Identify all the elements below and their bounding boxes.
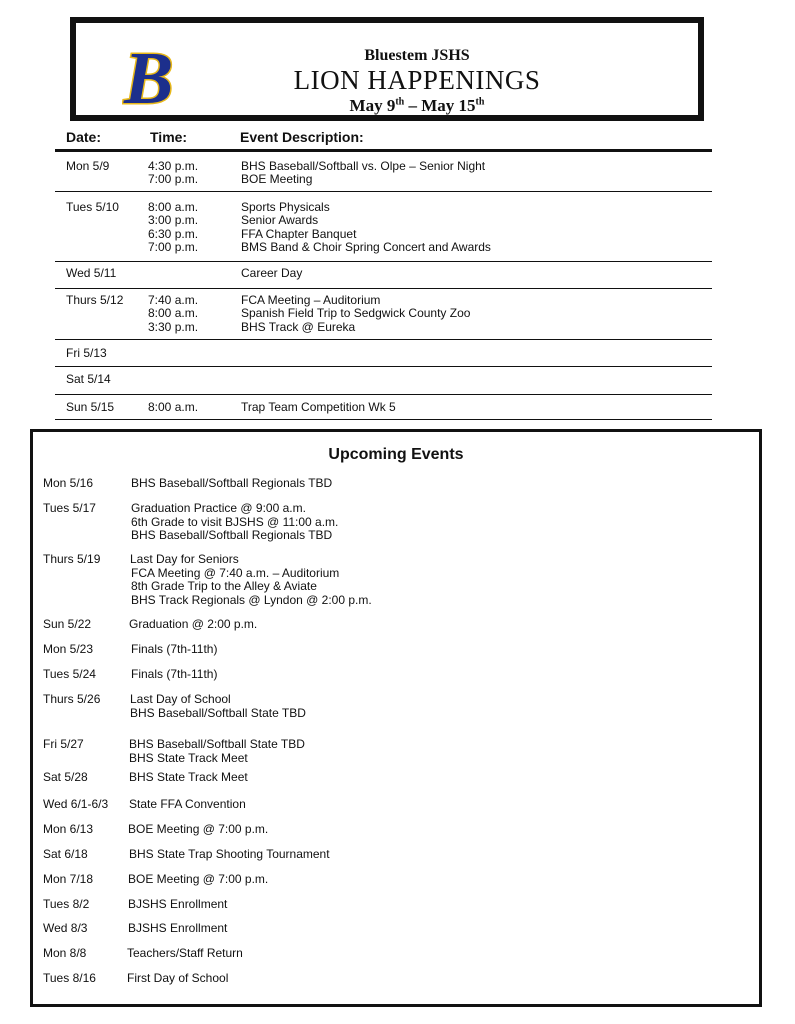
event-description: BOE Meeting [241,172,313,187]
upcoming-event-text: Graduation @ 2:00 p.m. [129,617,258,631]
newsletter-title: LION HAPPENINGS [293,65,541,95]
upcoming-event-text: Graduation Practice @ 9:00 a.m. [131,501,306,515]
upcoming-event-text: BOE Meeting @ 7:00 p.m. [128,822,269,836]
upcoming-event-date: Tues 8/2 [43,897,90,911]
event-description: Career Day [241,266,303,280]
header-box [70,17,704,121]
upcoming-event-date: Tues 5/24 [43,667,96,681]
upcoming-event-text: BOE Meeting @ 7:00 p.m. [128,872,269,886]
upcoming-events-box [30,429,762,1007]
upcoming-event-text: BHS Baseball/Softball State TBD [130,705,306,720]
week-date-range: May 9th – May 15th [349,96,485,115]
upcoming-event-date: Tues 8/16 [43,971,96,985]
column-header-time: Time: [150,129,188,145]
upcoming-event-text: BHS Baseball/Softball State TBD [129,737,305,751]
event-time: 8:00 a.m. [148,400,199,414]
event-time: 7:00 p.m. [148,239,199,254]
upcoming-event-text: FCA Meeting @ 7:40 a.m. – Auditorium [131,565,340,580]
upcoming-event-text: BHS Baseball/Softball Regionals TBD [131,476,333,490]
event-description: BHS Baseball/Softball vs. Olpe – Senior Night [241,159,486,173]
upcoming-event-text: 6th Grade to visit BJSHS @ 11:00 a.m. [131,514,339,529]
upcoming-event-text: BHS Baseball/Softball Regionals TBD [131,528,333,542]
school-name: Bluestem JSHS [364,47,470,64]
upcoming-event-date: Wed 8/3 [43,921,88,935]
event-description: FCA Meeting – Auditorium [241,293,381,307]
schedule-day [55,262,712,289]
upcoming-event-date: Wed 6/1-6/3 [43,797,109,811]
upcoming-event-text: Finals (7th-11th) [131,667,218,681]
event-time: 7:00 p.m. [148,172,199,187]
row-divider [55,419,712,421]
upcoming-event-text: Last Day of School [130,692,231,706]
upcoming-event-date: Sat 5/28 [43,770,88,784]
event-time: 3:30 p.m. [148,319,199,334]
upcoming-event-text: Last Day for Seniors [130,552,239,566]
upcoming-event-text: First Day of School [127,971,229,985]
upcoming-event-text: BJSHS Enrollment [128,897,228,911]
event-time: 6:30 p.m. [148,226,199,241]
upcoming-event-date: Thurs 5/26 [43,692,101,706]
upcoming-event-date: Thurs 5/19 [43,552,101,566]
schedule-day-label: Thurs 5/12 [66,293,124,307]
event-time: 3:00 p.m. [148,213,199,228]
upcoming-event-date: Mon 8/8 [43,946,87,960]
upcoming-event-text: Finals (7th-11th) [131,642,218,656]
schedule-day-label: Mon 5/9 [66,159,110,173]
column-header-event: Event Description: [240,129,364,145]
upcoming-event-text: Teachers/Staff Return [127,946,243,960]
upcoming-event-date: Mon 5/16 [43,476,94,490]
schedule-day [55,289,712,340]
event-time: 8:00 a.m. [148,306,199,321]
schedule-day-label: Sun 5/15 [66,400,115,414]
upcoming-event-date: Fri 5/27 [43,737,84,751]
svg-text:B: B [124,45,174,109]
upcoming-events-title: Upcoming Events [328,446,464,463]
upcoming-event-text: BHS State Track Meet [129,770,248,784]
upcoming-event-date: Mon 6/13 [43,822,94,836]
upcoming-event-date: Sun 5/22 [43,617,92,631]
schedule-day [55,395,712,420]
event-description: BMS Band & Choir Spring Concert and Awards [241,239,491,254]
event-time: 7:40 a.m. [148,293,199,307]
upcoming-event-text: State FFA Convention [129,797,246,811]
event-description: Spanish Field Trip to Sedgwick County Zoo [241,306,471,321]
column-header-date: Date: [66,129,102,145]
schedule-day [55,192,712,262]
upcoming-event-text: BHS Track Regionals @ Lyndon @ 2:00 p.m. [131,592,372,607]
upcoming-event-text: 8th Grade Trip to the Alley & Aviate [131,579,317,593]
event-description: Senior Awards [241,213,319,228]
upcoming-event-text: BHS State Track Meet [129,750,248,765]
schedule-day-label: Sat 5/14 [66,372,111,386]
upcoming-event-text: BHS State Trap Shooting Tournament [129,847,330,861]
schedule-day-label: Wed 5/11 [66,266,117,280]
schedule-day-label: Tues 5/10 [66,200,119,214]
event-time: 4:30 p.m. [148,159,199,173]
event-description: Sports Physicals [241,200,330,214]
event-description: Trap Team Competition Wk 5 [241,400,396,414]
upcoming-event-date: Sat 6/18 [43,847,88,861]
upcoming-event-date: Tues 5/17 [43,501,96,515]
event-time: 8:00 a.m. [148,200,199,214]
upcoming-event-date: Mon 7/18 [43,872,94,886]
schedule-day [55,152,712,192]
schedule-day [55,340,712,367]
schedule-day [55,367,712,395]
upcoming-event-date: Mon 5/23 [43,642,94,656]
event-description: BHS Track @ Eureka [241,319,356,334]
upcoming-event-text: BJSHS Enrollment [128,921,228,935]
schedule-day-label: Fri 5/13 [66,346,107,360]
event-description: FFA Chapter Banquet [241,226,357,241]
